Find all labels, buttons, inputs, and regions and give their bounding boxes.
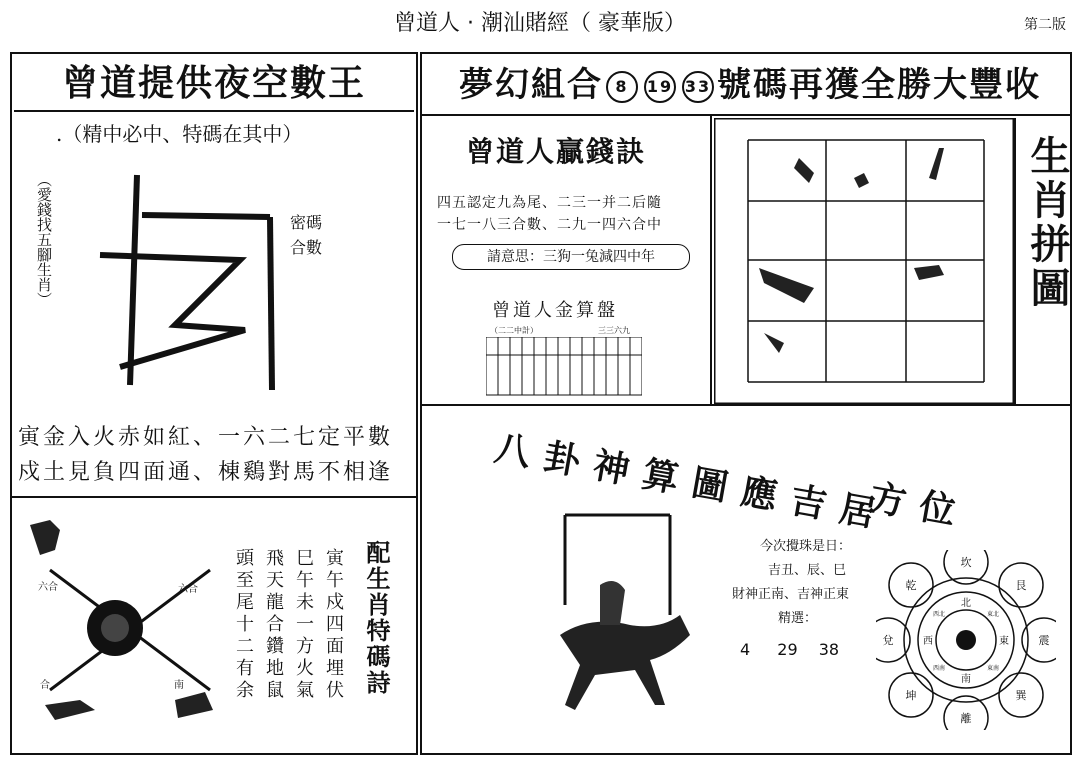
info-direction: 財神正南、吉神正東 [732,587,850,602]
abacus-figure [486,337,642,397]
divider-right [420,404,1072,406]
poem-col-4: 頭至尾十二有余 [233,548,254,702]
banner-suffix: 號碼再獲全勝大豐收 [717,65,1041,105]
trigram-xun: 巽 [1015,689,1027,702]
mid-line-1: 四五認定九為尾、二三一并二后隨 [437,195,662,211]
trigram-kun: 坤 [905,689,917,702]
zodiac-puzzle-grid [714,118,1014,404]
poem-col-3: 飛天龍合鑽地鼠 [263,548,284,702]
verse-line-2: 戍土見負四面通、棟鷄對馬不相逢 [18,460,394,485]
mark-4: 南 [174,680,184,691]
mark-1: 六合 [38,582,58,593]
calc-title: 曾道人金算盤 [492,300,618,321]
password-symbol-figure [80,165,300,395]
dir-south: 南 [961,674,971,685]
divider-mid [710,114,712,406]
panel-tl-title: 曾道提供夜空數王 [14,58,414,112]
divider-puzzle [1014,118,1016,406]
edition-label: 第二版 [1024,17,1066,33]
zodiac-cross-figure [20,510,240,745]
banner-num-3: 33 [682,71,714,103]
label-password: 密碼 [290,213,323,232]
dir-north: 北 [961,598,971,609]
dir-sw: 西南 [932,665,946,672]
calc-right: 三三六九 [598,326,630,335]
pick-2: 29 [777,640,798,659]
panel-tl-subtitle: .（精中必中、特碼在其中） [56,122,303,146]
trigram-gen: 艮 [1015,579,1027,592]
trigram-li: 離 [960,712,972,725]
info-pick: 精選： [778,611,818,626]
dir-east: 東 [999,636,1009,647]
label-sum: 合數 [290,238,323,257]
banner [430,60,1070,110]
verse-line-1: 寅金入火赤如紅、一六二七定平數 [18,425,394,450]
trigram-dui: 兌 [882,634,894,647]
info-day: 吉丑、辰、巳 [768,563,847,578]
calc-left: （二二中計） [490,326,538,335]
bagua-compass [876,550,1056,730]
poem-col-2: 巳午未一方火氣 [293,548,314,702]
page-header: 曾道人 · 潮汕賭經（ 豪華版） [394,11,686,36]
picks [740,640,839,659]
mark-3: 合 [40,680,50,691]
banner-num-2: 19 [644,71,676,103]
trigram-zhen: 震 [1038,634,1050,647]
mid-line-2: 一七一八三合數、二九一四六合中 [437,217,662,233]
mark-2: 六合 [178,584,198,595]
dir-nw: 西北 [932,611,946,618]
banner-num-1: 8 [606,71,638,103]
poem-title: 配生肖特碼詩 [362,540,390,696]
pick-1: 4 [740,640,751,659]
banner-prefix: 夢幻組合 [459,65,603,105]
mid-note: 請意思：三狗一兔減四中年 [452,244,690,270]
divider-left [10,496,418,498]
dir-ne: 東北 [986,611,1000,618]
dir-west: 西 [923,636,933,647]
info-title: 今次攪珠是日： [760,539,852,554]
divider-banner [420,114,1072,116]
mid-title: 曾道人贏錢訣 [466,135,647,168]
bagua-title: 八卦神算圖應吉居 [491,427,893,538]
poem-col-1: 寅午戍四面埋伏 [323,548,344,702]
dir-se: 東南 [986,665,1000,672]
puzzle-title: 生肖拼圖 [1024,135,1070,311]
general-horse-illustration [520,505,720,740]
pick-3: 38 [818,640,840,659]
bagua-title-2: 方位 [866,477,973,536]
trigram-qian: 乾 [905,579,917,592]
trigram-kan: 坎 [960,556,972,569]
panel-tl-side-note: （愛錢找五腳生肖） [35,172,53,307]
